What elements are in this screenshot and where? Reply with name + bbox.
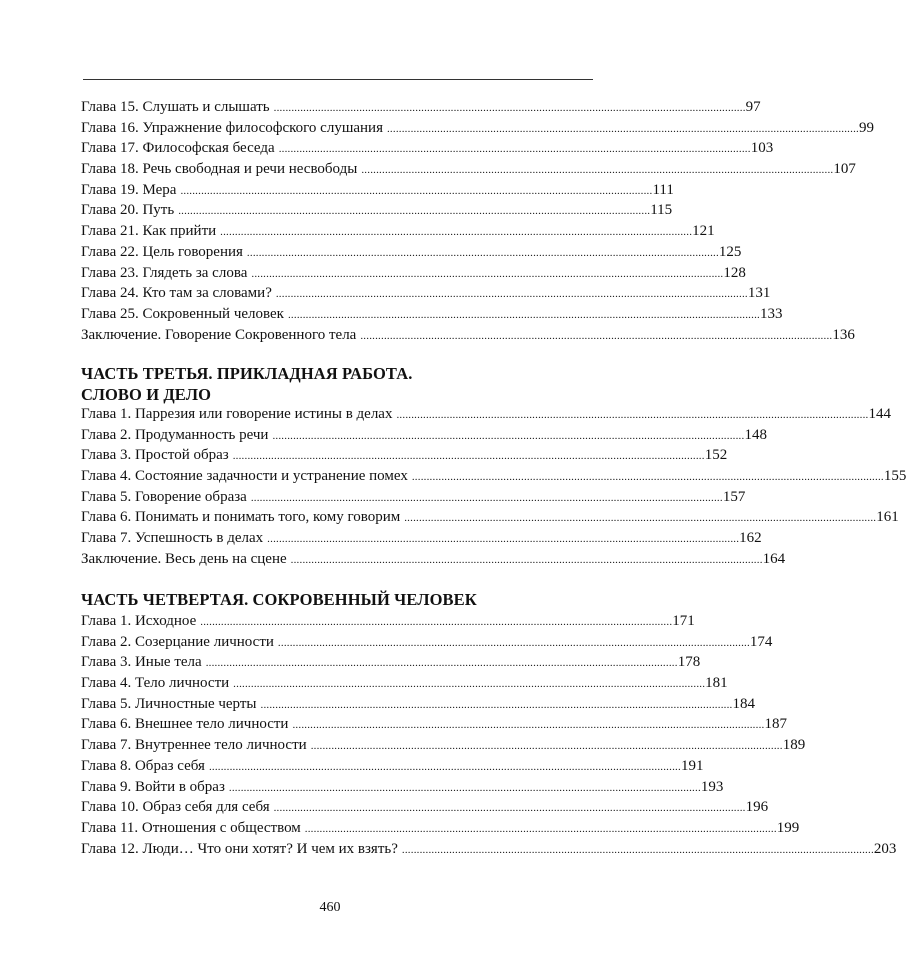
toc-entry: Глава 1. Паррезия или говорение истины в делах ................................................................................................................................................................ 144 [81,406,891,422]
toc-entry: Глава 5. Говорение образа ................................................................................................................................................................ 157 [81,488,746,505]
header-rule [83,79,593,80]
part3-heading [81,363,573,405]
toc-entry: Глава 7. Внутреннее тело личности ................................................................................................................................................................ 189 [81,737,806,754]
toc-entry: Глава 18. Речь свободная и речи несвободы ................................................................................................................................................................ 107 [81,161,856,178]
toc-entry: Глава 3. Простой образ ................................................................................................................................................................ 152 [81,447,728,464]
toc-entry: Глава 10. Образ себя для себя ................................................................................................................................................................ 196 [81,799,769,816]
part3-heading-line2: СЛОВО И ДЕЛО [81,385,212,404]
toc-entry: Глава 6. Понимать и понимать того, кому говорим ................................................................................................................................................................ 161 [81,509,899,526]
toc-entry: Глава 20. Путь ................................................................................................................................................................ 115 [81,202,673,219]
toc-entry: Глава 4. Тело личности ................................................................................................................................................................ 181 [81,675,728,692]
toc-entry: Глава 1. Исходное ................................................................................................................................................................ 171 [81,613,695,629]
toc-entry: Глава 8. Образ себя ................................................................................................................................................................ 191 [81,757,704,774]
page-number: 460 [319,900,341,915]
toc-entry: Глава 19. Мера ................................................................................................................................................................ 111 [81,181,674,198]
toc-entry: Глава 16. Упражнение философского слушания ................................................................................................................................................................ 99 [81,119,874,136]
toc-entry: Глава 2. Продуманность речи ................................................................................................................................................................ 148 [81,426,767,443]
toc-list-part3 [81,404,906,570]
toc-entry: Глава 5. Личностные черты ................................................................................................................................................................ 184 [81,695,755,712]
toc-entry: Глава 2. Созерцание личности ................................................................................................................................................................ 174 [81,633,773,650]
toc-entry: Глава 22. Цель говорения ................................................................................................................................................................ 125 [81,243,742,260]
toc-entry: Глава 4. Состояние задачности и устранение помех ................................................................................................................................................................ 155 [81,468,906,485]
toc-entry: Глава 21. Как прийти ................................................................................................................................................................ 121 [81,223,715,240]
toc-entry: Глава 15. Слушать и слышать ................................................................................................................................................................ 97 [81,99,761,115]
toc-list-part2-continued [81,97,874,345]
part3-heading-line1: ЧАСТЬ ТРЕТЬЯ. ПРИКЛАДНАЯ РАБОТА. [81,364,413,383]
toc-entry: Глава 17. Философская беседа ................................................................................................................................................................ 103 [81,140,774,157]
toc-entry: Глава 9. Войти в образ ................................................................................................................................................................ 193 [81,778,724,795]
toc-entry: Глава 25. Сокровенный человек ................................................................................................................................................................ 133 [81,305,783,322]
part4-heading: ЧАСТЬ ЧЕТВЕРТАЯ. СОКРОВЕННЫЙ ЧЕЛОВЕК [81,590,477,609]
toc-entry: Глава 6. Внешнее тело личности ................................................................................................................................................................ 187 [81,716,787,733]
toc-list-part4 [81,611,897,859]
toc-entry: Глава 11. Отношения с обществом ................................................................................................................................................................ 199 [81,819,800,836]
toc-entry: Глава 7. Успешность в делах ................................................................................................................................................................ 162 [81,530,762,547]
toc-entry: Глава 12. Люди… Что они хотят? И чем их взять? ................................................................................................................................................................ 203 [81,840,897,857]
toc-entry: Глава 23. Глядеть за слова ................................................................................................................................................................ 128 [81,264,746,281]
toc-entry: Глава 3. Иные тела ................................................................................................................................................................ 178 [81,654,701,671]
toc-entry: Глава 24. Кто там за словами? ................................................................................................................................................................ 131 [81,285,771,302]
toc-entry: Заключение. Говорение Сокровенного тела ................................................................................................................................................................ 136 [81,326,855,343]
toc-entry: Заключение. Весь день на сцене ................................................................................................................................................................ 164 [81,550,786,567]
